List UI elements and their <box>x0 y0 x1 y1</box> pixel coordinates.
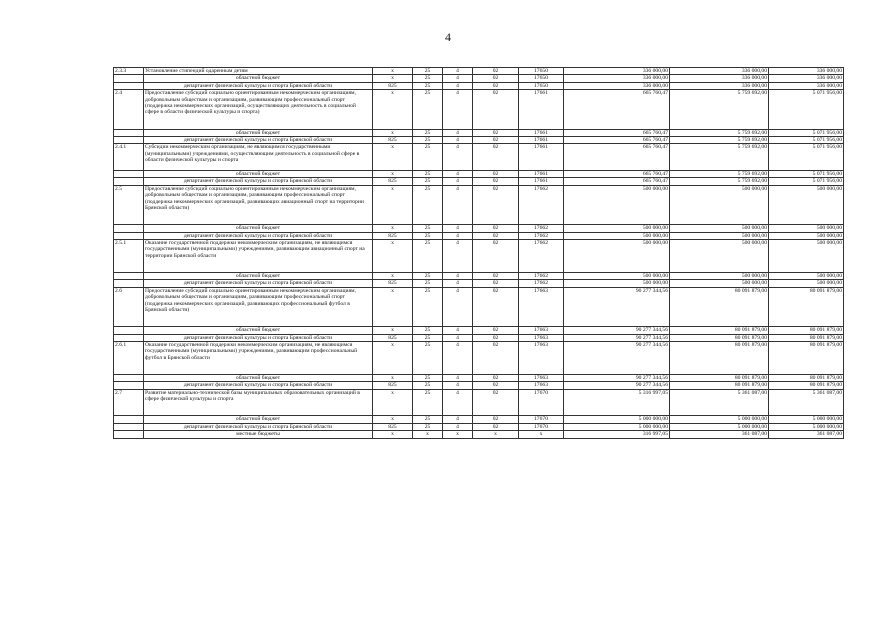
table-row-sub <box>114 225 844 232</box>
amount-cell: 5 000 000,00 <box>564 423 670 430</box>
description-cell: областной бюджет <box>144 225 373 232</box>
row-number-cell <box>114 75 144 82</box>
row-number-cell <box>114 375 144 382</box>
code-cell: 17661 <box>519 171 564 178</box>
row-number-cell <box>114 280 144 287</box>
code-cell: 4 <box>443 273 473 280</box>
amount-cell: 336 000,00 <box>564 68 670 75</box>
code-cell: 4 <box>443 342 473 375</box>
code-cell: 4 <box>443 171 473 178</box>
code-cell: 25 <box>413 423 443 430</box>
row-number-cell <box>114 171 144 178</box>
table-row-sub <box>114 232 844 239</box>
description-cell: местные бюджеты <box>144 431 373 438</box>
code-cell: х <box>373 416 413 423</box>
code-cell: 4 <box>443 90 473 129</box>
description-cell: Субсидии некоммерческим организациям, не являющимся государственными (муниципальными) учреждениями, осуществляющим деятельность в социальной сфере в области физической культуры и спорта <box>144 144 373 171</box>
code-cell: 02 <box>473 382 519 389</box>
table-row-sub <box>114 280 844 287</box>
amount-cell: 5 759 692,00 <box>670 90 769 129</box>
description-cell: областной бюджет <box>144 75 373 82</box>
code-cell: 4 <box>443 416 473 423</box>
code-cell: 4 <box>443 75 473 82</box>
amount-cell: 336 000,00 <box>670 75 769 82</box>
code-cell: 17663 <box>519 327 564 334</box>
code-cell: х <box>373 327 413 334</box>
code-cell: 4 <box>443 178 473 185</box>
row-number-cell <box>114 82 144 89</box>
amount-cell: 336 000,00 <box>564 82 670 89</box>
code-cell: х <box>373 68 413 75</box>
code-cell: 17670 <box>519 416 564 423</box>
row-number-cell <box>114 225 144 232</box>
code-cell: 17670 <box>519 423 564 430</box>
amount-cell: 80 091 879,00 <box>670 287 769 326</box>
code-cell: 02 <box>473 75 519 82</box>
table-row-sub <box>114 137 844 144</box>
code-cell: 02 <box>473 287 519 326</box>
description-cell: департамент физической культуры и спорта Брянской области <box>144 137 373 144</box>
amount-cell: 5 000 000,00 <box>670 416 769 423</box>
description-cell: департамент физической культуры и спорта Брянской области <box>144 382 373 389</box>
code-cell: 25 <box>413 144 443 171</box>
amount-cell: 5 071 956,00 <box>769 137 844 144</box>
amount-cell: 90 277 344,56 <box>564 375 670 382</box>
amount-cell: 80 091 879,00 <box>670 327 769 334</box>
code-cell: 4 <box>443 137 473 144</box>
code-cell: х <box>373 144 413 171</box>
code-cell: 825 <box>373 382 413 389</box>
table-row-sub <box>114 423 844 430</box>
code-cell: х <box>373 129 413 136</box>
code-cell: 25 <box>413 280 443 287</box>
amount-cell: 665 760,47 <box>564 129 670 136</box>
code-cell: х <box>373 287 413 326</box>
code-cell: 25 <box>413 82 443 89</box>
amount-cell: 500 000,00 <box>670 240 769 273</box>
code-cell: 4 <box>443 334 473 341</box>
table-row-sub <box>114 171 844 178</box>
code-cell: х <box>373 389 413 416</box>
row-number-cell <box>114 178 144 185</box>
code-cell: 825 <box>373 137 413 144</box>
code-cell: 17662 <box>519 280 564 287</box>
amount-cell: 5 759 692,00 <box>670 171 769 178</box>
code-cell: 4 <box>443 144 473 171</box>
amount-cell: 361 087,00 <box>670 431 769 438</box>
code-cell: 4 <box>443 423 473 430</box>
amount-cell: 665 760,47 <box>564 90 670 129</box>
code-cell: 25 <box>413 240 443 273</box>
code-cell: х <box>373 240 413 273</box>
code-cell: 25 <box>413 68 443 75</box>
row-number-cell: 2.5.1 <box>114 240 144 273</box>
row-number-cell <box>114 137 144 144</box>
description-cell: департамент физической культуры и спорта Брянской области <box>144 280 373 287</box>
amount-cell: 5 759 692,00 <box>670 144 769 171</box>
table-row-item <box>114 240 844 273</box>
amount-cell: 80 091 879,00 <box>769 375 844 382</box>
code-cell: 825 <box>373 280 413 287</box>
code-cell: 17663 <box>519 375 564 382</box>
code-cell: 02 <box>473 240 519 273</box>
table-row-item <box>114 342 844 375</box>
code-cell: 825 <box>373 423 413 430</box>
amount-cell: 665 760,47 <box>564 144 670 171</box>
code-cell: 02 <box>473 334 519 341</box>
amount-cell: 336 000,00 <box>769 68 844 75</box>
row-number-cell: 2.4.1 <box>114 144 144 171</box>
code-cell: 02 <box>473 68 519 75</box>
code-cell: 25 <box>413 334 443 341</box>
code-cell: 25 <box>413 185 443 224</box>
code-cell: 825 <box>373 82 413 89</box>
code-cell: 02 <box>473 375 519 382</box>
table-row-item <box>114 90 844 129</box>
amount-cell: 336 000,00 <box>670 68 769 75</box>
row-number-cell: 2.7 <box>114 389 144 416</box>
code-cell: 17663 <box>519 334 564 341</box>
amount-cell: 336 000,00 <box>670 82 769 89</box>
row-number-cell <box>114 431 144 438</box>
description-cell: департамент физической культуры и спорта Брянской области <box>144 178 373 185</box>
table-row-item <box>114 287 844 326</box>
code-cell: 4 <box>443 280 473 287</box>
amount-cell: 500 000,00 <box>670 232 769 239</box>
code-cell: 02 <box>473 225 519 232</box>
amount-cell: 90 277 344,56 <box>564 327 670 334</box>
description-cell: областной бюджет <box>144 171 373 178</box>
code-cell: 25 <box>413 171 443 178</box>
code-cell: 02 <box>473 280 519 287</box>
row-number-cell: 2.6.1 <box>114 342 144 375</box>
row-number-cell <box>114 232 144 239</box>
code-cell: 02 <box>473 423 519 430</box>
code-cell: 4 <box>443 375 473 382</box>
code-cell: 4 <box>443 327 473 334</box>
amount-cell: 500 000,00 <box>564 232 670 239</box>
amount-cell: 5 000 000,00 <box>564 416 670 423</box>
amount-cell: 5 361 087,00 <box>769 389 844 416</box>
table-row-sub <box>114 375 844 382</box>
amount-cell: 500 000,00 <box>769 280 844 287</box>
code-cell: 4 <box>443 68 473 75</box>
code-cell: 25 <box>413 129 443 136</box>
code-cell: х <box>373 171 413 178</box>
code-cell: х <box>519 431 564 438</box>
amount-cell: 5 071 956,00 <box>769 129 844 136</box>
code-cell: 17663 <box>519 382 564 389</box>
amount-cell: 80 091 879,00 <box>769 327 844 334</box>
table-row-sub <box>114 431 844 438</box>
code-cell: х <box>373 225 413 232</box>
amount-cell: 5 759 692,00 <box>670 129 769 136</box>
code-cell: 02 <box>473 171 519 178</box>
code-cell: 02 <box>473 389 519 416</box>
code-cell: 25 <box>413 416 443 423</box>
amount-cell: 500 000,00 <box>564 240 670 273</box>
amount-cell: 665 760,47 <box>564 178 670 185</box>
row-number-cell: 2.3.3 <box>114 68 144 75</box>
code-cell: 4 <box>443 240 473 273</box>
code-cell: 25 <box>413 232 443 239</box>
code-cell: х <box>373 185 413 224</box>
table-row-sub <box>114 82 844 89</box>
description-cell: департамент физической культуры и спорта Брянской области <box>144 334 373 341</box>
table-row-sub <box>114 129 844 136</box>
code-cell: х <box>373 431 413 438</box>
amount-cell: 5 000 000,00 <box>769 416 844 423</box>
row-number-cell: 2.4 <box>114 90 144 129</box>
description-cell: Предоставление субсидий социально ориентированным некоммерческим организациям, добровольным обществам и организациям, развивающим профессиональный спорт (поддержка некоммерческих организаций, осуществляющих деятельность в социальной сфере в области физической культуры и спорта) <box>144 90 373 129</box>
code-cell: 17650 <box>519 75 564 82</box>
table-row-sub <box>114 416 844 423</box>
description-cell: областной бюджет <box>144 273 373 280</box>
row-number-cell <box>114 382 144 389</box>
code-cell: 02 <box>473 342 519 375</box>
amount-cell: 5 071 956,00 <box>769 144 844 171</box>
amount-cell: 500 000,00 <box>769 232 844 239</box>
code-cell: 825 <box>373 178 413 185</box>
code-cell: 825 <box>373 232 413 239</box>
code-cell: 17650 <box>519 68 564 75</box>
code-cell: х <box>413 431 443 438</box>
code-cell: 17662 <box>519 232 564 239</box>
description-cell: областной бюджет <box>144 375 373 382</box>
code-cell: 17663 <box>519 287 564 326</box>
code-cell: 02 <box>473 178 519 185</box>
description-cell: департамент физической культуры и спорта Брянской области <box>144 82 373 89</box>
code-cell: 4 <box>443 287 473 326</box>
code-cell: 17662 <box>519 225 564 232</box>
row-number-cell: 2.5 <box>114 185 144 224</box>
amount-cell: 336 000,00 <box>769 82 844 89</box>
code-cell: 4 <box>443 225 473 232</box>
amount-cell: 500 000,00 <box>564 280 670 287</box>
code-cell: 17661 <box>519 129 564 136</box>
code-cell: 02 <box>473 232 519 239</box>
amount-cell: 90 277 344,56 <box>564 382 670 389</box>
amount-cell: 5 759 692,00 <box>670 178 769 185</box>
description-cell: областной бюджет <box>144 129 373 136</box>
code-cell: 825 <box>373 334 413 341</box>
code-cell: 4 <box>443 129 473 136</box>
amount-cell: 5 071 956,00 <box>769 90 844 129</box>
code-cell: 4 <box>443 382 473 389</box>
code-cell: 17662 <box>519 185 564 224</box>
amount-cell: 5 000 000,00 <box>670 423 769 430</box>
description-cell: областной бюджет <box>144 416 373 423</box>
code-cell: 17662 <box>519 240 564 273</box>
description-cell: департамент физической культуры и спорта Брянской области <box>144 423 373 430</box>
code-cell: 4 <box>443 389 473 416</box>
page-number: 4 <box>445 30 451 44</box>
amount-cell: 5 316 997,05 <box>564 389 670 416</box>
amount-cell: 500 000,00 <box>670 185 769 224</box>
code-cell: 02 <box>473 137 519 144</box>
amount-cell: 500 000,00 <box>670 225 769 232</box>
code-cell: 25 <box>413 287 443 326</box>
code-cell: 17661 <box>519 178 564 185</box>
code-cell: 17661 <box>519 90 564 129</box>
description-cell: Установление стипендий одаренным детям <box>144 68 373 75</box>
code-cell: х <box>373 273 413 280</box>
row-number-cell <box>114 273 144 280</box>
amount-cell: 500 000,00 <box>769 240 844 273</box>
amount-cell: 80 091 879,00 <box>769 287 844 326</box>
amount-cell: 80 091 879,00 <box>769 334 844 341</box>
code-cell: х <box>373 375 413 382</box>
row-number-cell <box>114 416 144 423</box>
code-cell: 25 <box>413 137 443 144</box>
code-cell: х <box>373 75 413 82</box>
description-cell: Предоставление субсидий социально ориентированным некоммерческим организациям, добровольным обществам и организациям, развивающим профессиональный спорт (поддержка некоммерческих организаций, развивающих профессиональный футбол в Брянской области) <box>144 287 373 326</box>
amount-cell: 5 361 087,00 <box>670 389 769 416</box>
description-cell: департамент физической культуры и спорта Брянской области <box>144 232 373 239</box>
description-cell: областной бюджет <box>144 327 373 334</box>
code-cell: 17663 <box>519 342 564 375</box>
code-cell: 17670 <box>519 389 564 416</box>
code-cell: 25 <box>413 273 443 280</box>
code-cell: 02 <box>473 82 519 89</box>
amount-cell: 5 071 956,00 <box>769 178 844 185</box>
amount-cell: 5 759 692,00 <box>670 137 769 144</box>
amount-cell: 500 000,00 <box>769 225 844 232</box>
code-cell: 02 <box>473 144 519 171</box>
row-number-cell <box>114 129 144 136</box>
code-cell: 4 <box>443 232 473 239</box>
amount-cell: 500 000,00 <box>670 280 769 287</box>
amount-cell: 361 087,00 <box>769 431 844 438</box>
code-cell: 25 <box>413 382 443 389</box>
table-row-sub <box>114 327 844 334</box>
code-cell: 25 <box>413 375 443 382</box>
code-cell: 02 <box>473 273 519 280</box>
code-cell: 25 <box>413 75 443 82</box>
code-cell: х <box>443 431 473 438</box>
amount-cell: 80 091 879,00 <box>670 342 769 375</box>
amount-cell: 90 277 344,56 <box>564 342 670 375</box>
amount-cell: 5 000 000,00 <box>769 423 844 430</box>
code-cell: 25 <box>413 327 443 334</box>
amount-cell: 500 000,00 <box>670 273 769 280</box>
amount-cell: 665 760,47 <box>564 137 670 144</box>
row-number-cell: 2.6 <box>114 287 144 326</box>
amount-cell: 90 277 344,56 <box>564 287 670 326</box>
amount-cell: 500 000,00 <box>769 185 844 224</box>
amount-cell: 665 760,47 <box>564 171 670 178</box>
code-cell: 25 <box>413 389 443 416</box>
table-row-item <box>114 389 844 416</box>
code-cell: 25 <box>413 90 443 129</box>
code-cell: 17661 <box>519 137 564 144</box>
code-cell: 25 <box>413 342 443 375</box>
code-cell: х <box>373 90 413 129</box>
code-cell: 4 <box>443 185 473 224</box>
row-number-cell <box>114 334 144 341</box>
budget-table <box>113 67 844 439</box>
code-cell: х <box>473 431 519 438</box>
code-cell: 02 <box>473 90 519 129</box>
row-number-cell <box>114 423 144 430</box>
code-cell: 4 <box>443 82 473 89</box>
table-row-sub <box>114 178 844 185</box>
amount-cell: 80 091 879,00 <box>670 334 769 341</box>
code-cell: 02 <box>473 327 519 334</box>
amount-cell: 80 091 879,00 <box>670 375 769 382</box>
amount-cell: 336 000,00 <box>564 75 670 82</box>
amount-cell: 5 071 956,00 <box>769 171 844 178</box>
description-cell: Развитие материально-технической базы муниципальных образовательных организаций в сфере физической культуры и спорта <box>144 389 373 416</box>
amount-cell: 500 000,00 <box>769 273 844 280</box>
amount-cell: 500 000,00 <box>564 273 670 280</box>
description-cell: Оказание государственной поддержки некоммерческим организациям, не являющимся государственными (муниципальными) учреждениями, развивающим профессиональный футбол в Брянской области <box>144 342 373 375</box>
code-cell: 17650 <box>519 82 564 89</box>
code-cell: 25 <box>413 225 443 232</box>
code-cell: 25 <box>413 178 443 185</box>
table-row-sub <box>114 334 844 341</box>
amount-cell: 80 091 879,00 <box>769 342 844 375</box>
code-cell: 17661 <box>519 144 564 171</box>
amount-cell: 80 091 879,00 <box>670 382 769 389</box>
table-row-item <box>114 185 844 224</box>
table-row-sub <box>114 382 844 389</box>
code-cell: 02 <box>473 185 519 224</box>
description-cell: Предоставление субсидий социально ориентированным некоммерческим организациям, добровольным обществам и организациям, развивающим профессиональный спорт (поддержка некоммерческих организаций, развивающих авиационный спорт на территории Брянской области) <box>144 185 373 224</box>
description-cell: Оказание государственной поддержки некоммерческим организациям, не являющимся государственными (муниципальными) учреждениями, развивающим авиационный спорт на территории Брянской области <box>144 240 373 273</box>
amount-cell: 316 997,05 <box>564 431 670 438</box>
amount-cell: 80 091 879,00 <box>769 382 844 389</box>
code-cell: 02 <box>473 129 519 136</box>
table-row-item <box>114 144 844 171</box>
code-cell: 02 <box>473 416 519 423</box>
amount-cell: 90 277 344,56 <box>564 334 670 341</box>
table-row-sub <box>114 273 844 280</box>
amount-cell: 336 000,00 <box>769 75 844 82</box>
amount-cell: 500 000,00 <box>564 185 670 224</box>
table-row-sub <box>114 75 844 82</box>
row-number-cell <box>114 327 144 334</box>
code-cell: 17662 <box>519 273 564 280</box>
code-cell: х <box>373 342 413 375</box>
table-row-item <box>114 68 844 75</box>
amount-cell: 500 000,00 <box>564 225 670 232</box>
